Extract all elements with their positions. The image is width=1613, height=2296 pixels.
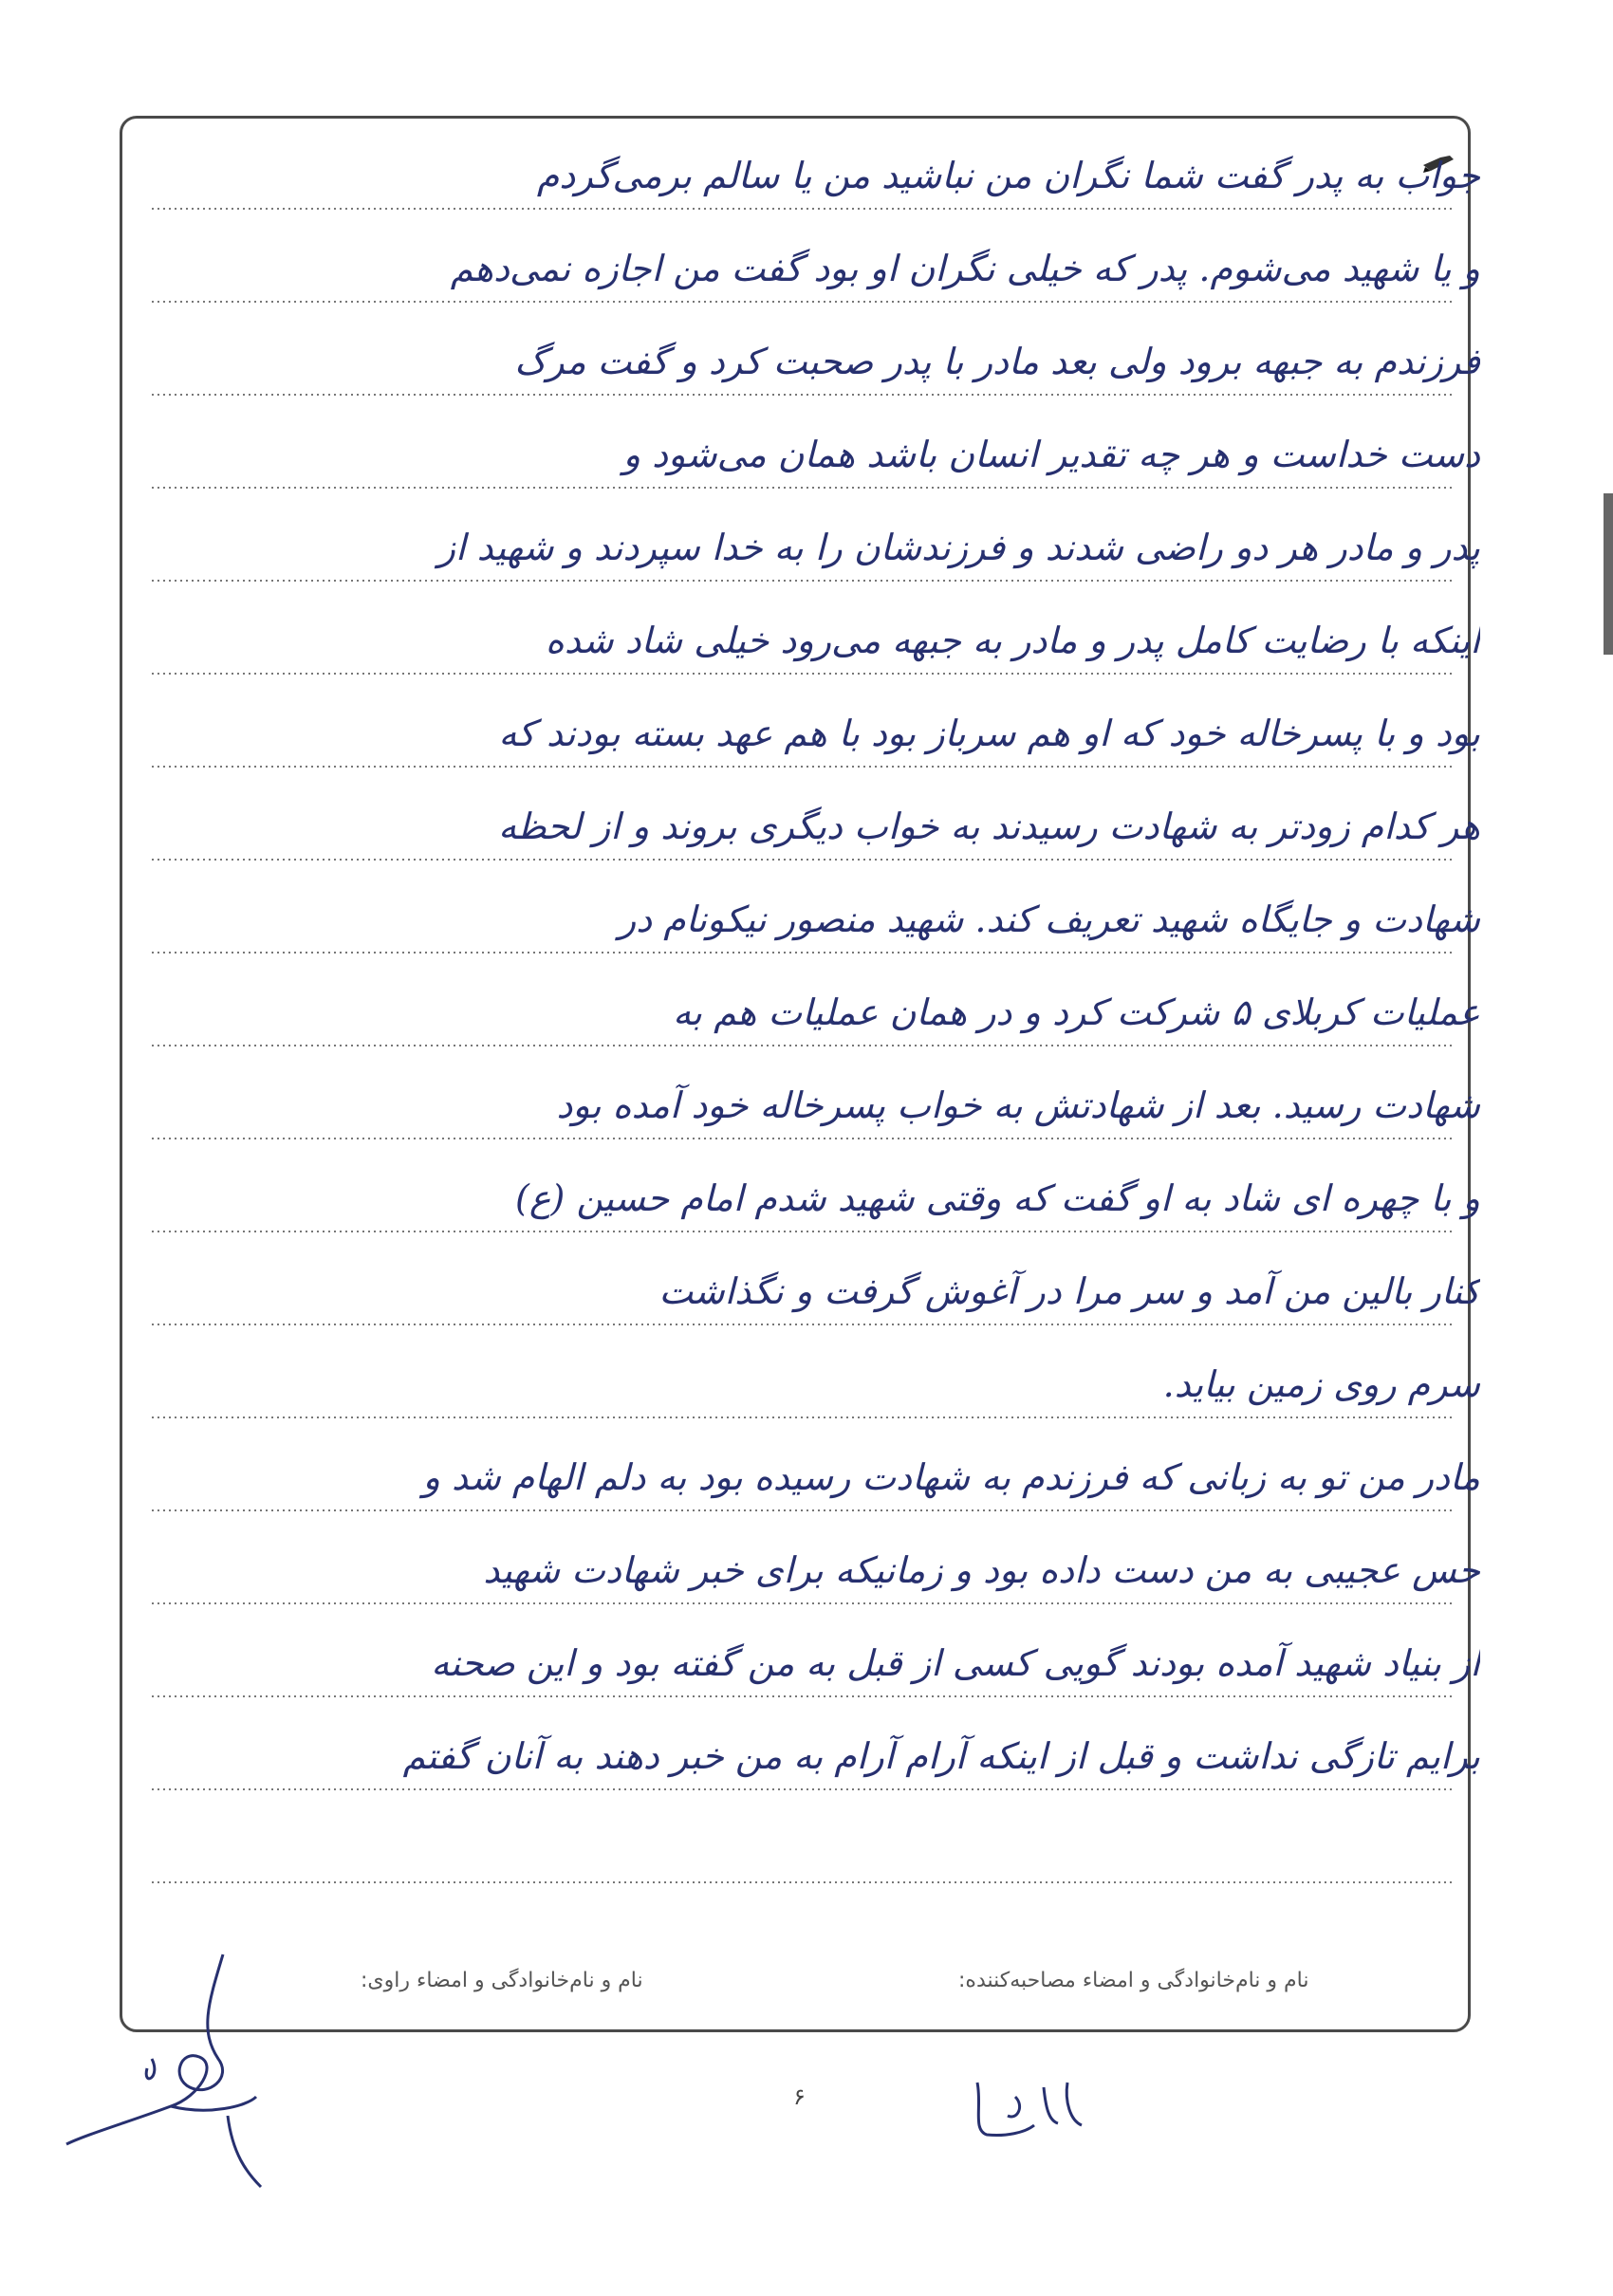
narrator-signature-label: نام و نام‌خانوادگی و امضاء راوی: xyxy=(361,1969,643,1992)
handwritten-line: فرزندم به جبهه برود ولی بعد مادر با پدر صحبت کرد و گفت مرگ xyxy=(514,341,1480,382)
handwritten-line: و با چهره ای شاد به او گفت که وقتی شهید شدم امام حسین (ع) xyxy=(515,1177,1480,1219)
handwritten-line: اینکه با رضایت کامل پدر و مادر به جبهه می‌رود خیلی شاد شده xyxy=(545,620,1480,661)
handwritten-line: کنار بالین من آمد و سر مرا در آغوش گرفت و نگذاشت xyxy=(658,1270,1480,1312)
handwritten-line: هر کدام زودتر به شهادت رسیدند به خواب دیگری بروند و از لحظه xyxy=(498,805,1480,847)
handwritten-line: پدر و مادر هر دو راضی شدند و فرزندشان را به خدا سپردند و شهید از xyxy=(437,527,1480,568)
handwritten-line: شهادت و جایگاه شهید تعریف کند. شهید منصور نیکونام در xyxy=(618,898,1480,940)
handwritten-line: و یا شهید می‌شوم. پدر که خیلی نگران او بود گفت من اجازه نمی‌دهم xyxy=(450,248,1480,289)
handwritten-line: دست خداست و هر چه تقدیر انسان باشد همان می‌شود و xyxy=(622,434,1480,475)
interviewer-signature xyxy=(958,2068,1091,2144)
interviewer-signature-label: نام و نام‌خانوادگی و امضاء مصاحبه‌کننده: xyxy=(958,1969,1309,1992)
handwritten-line: جواب به پدر گفت شما نگران من نباشید من یا سالم برمی‌گردم xyxy=(536,155,1480,196)
handwritten-line: سرم روی زمین بیاید. xyxy=(1162,1363,1480,1405)
handwritten-line: از بنیاد شهید آمده بودند گویی کسی از قبل به من گفته بود و این صحنه xyxy=(431,1642,1480,1684)
page-number: ۶ xyxy=(793,2083,806,2110)
handwritten-line: حس عجیبی به من دست داده بود و زمانیکه برای خبر شهادت شهید xyxy=(483,1549,1480,1591)
handwritten-line: شهادت رسید. بعد از شهادتش به خواب پسرخاله خود آمده بود xyxy=(556,1084,1480,1126)
handwritten-line: برایم تازگی نداشت و قبل از اینکه آرام آرام به من خبر دهند به آنان گفتم xyxy=(402,1735,1480,1777)
handwritten-line: مادر من تو به زبانی که فرزندم به شهادت رسیده بود به دلم الهام شد و xyxy=(422,1456,1480,1498)
narrator-signature xyxy=(57,1945,266,2192)
handwritten-line: بود و با پسرخاله خود که او هم سرباز بود با هم عهد بسته بودند که xyxy=(498,713,1480,754)
page-edge-shadow xyxy=(1604,493,1613,655)
handwritten-line: عملیات کربلای ۵ شرکت کرد و در همان عملیات هم به xyxy=(673,991,1480,1033)
